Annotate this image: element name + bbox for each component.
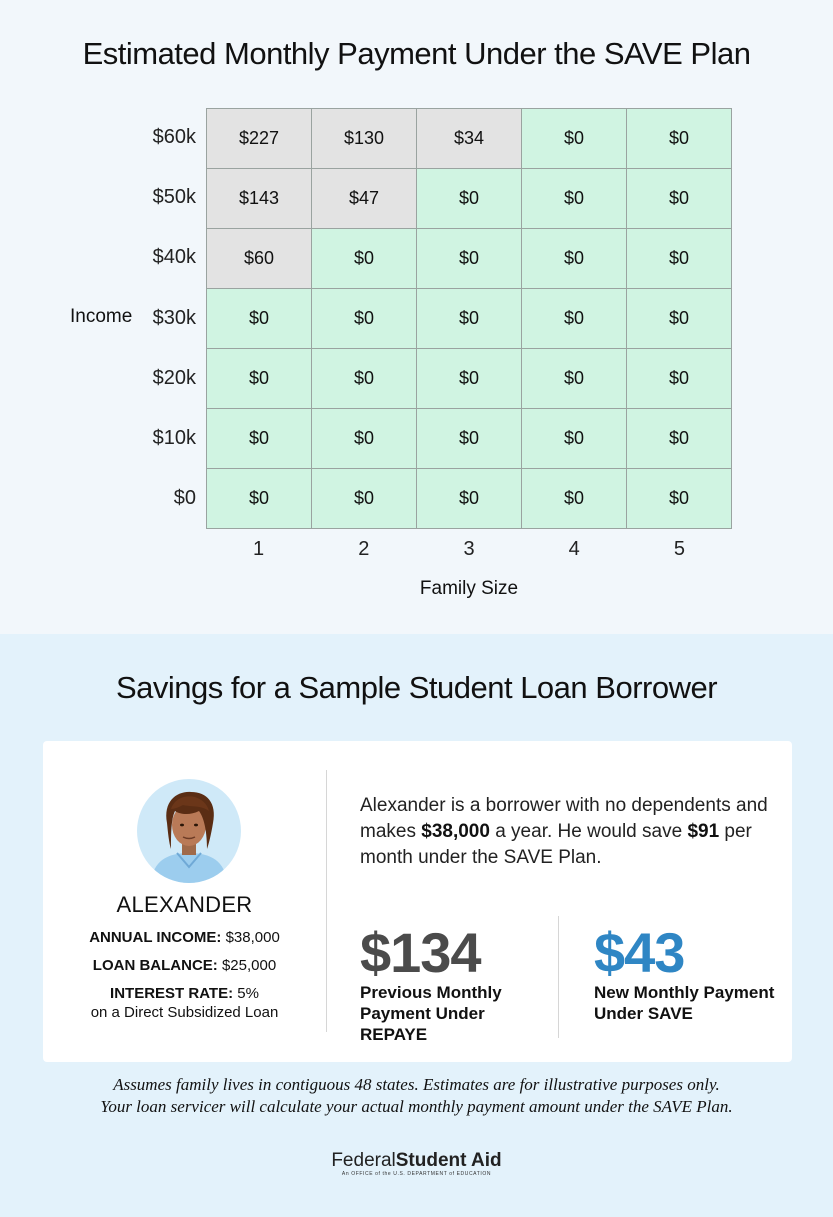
savings-title: Savings for a Sample Student Loan Borrower [115,670,718,705]
x-axis-label: 1 [253,538,265,560]
grid-cell: $0 [417,409,522,469]
grid-cell: $0 [627,409,732,469]
amount-divider [558,916,559,1038]
x-axis-label: 3 [463,538,475,560]
grid-cell: $227 [207,109,312,169]
grid-cell: $0 [312,229,417,289]
grid-cell: $0 [417,349,522,409]
y-axis-label: $40k [152,246,196,269]
y-axis-label: $20k [152,366,196,389]
grid-cell: $0 [522,229,627,289]
grid-cell: $0 [417,169,522,229]
logo-subtitle: An OFFICE of the U.S. DEPARTMENT of EDUCATION [341,1171,492,1177]
new-payment-amount: $43 [594,921,685,984]
grid-cell: $0 [522,109,627,169]
grid-cell: $0 [417,229,522,289]
loan-balance [43,957,326,974]
borrower-name: ALEXANDER [116,892,253,917]
grid-cell: $0 [627,229,732,289]
y-axis-label: $0 [173,486,196,509]
desc-income: $38,000 [421,821,490,842]
annual-income-label: ANNUAL INCOME: [89,929,222,946]
grid-cell: $0 [522,289,627,349]
desc-part-3: per month under the SAVE Plan. [360,821,752,868]
grid-cell: $0 [627,109,732,169]
grid-cell: $0 [207,469,312,529]
y-axis-label: $60k [152,126,196,149]
previous-payment-caption: Previous Monthly Payment Under REPAYE [360,983,502,1044]
footnote-line-1: Assumes family lives in contiguous 48 states. Estimates are for illustrative purposes only. [113,1075,720,1094]
borrower-description [360,793,770,871]
footnote [0,1074,833,1118]
grid-cell: $0 [417,469,522,529]
x-axis-label: 5 [673,538,685,560]
loan-balance-value: $25,000 [221,957,277,974]
grid-cell: $0 [627,169,732,229]
interest-rate [43,985,326,1002]
logo-student-aid: Student Aid [395,1150,502,1171]
grid-cell: $0 [522,169,627,229]
interest-rate-value: 5% [237,985,259,1002]
grid-cell: $0 [522,349,627,409]
card-divider [326,770,327,1032]
grid-cell: $0 [207,409,312,469]
x-axis-label: 4 [568,538,580,560]
logo-federal: Federal [331,1150,396,1171]
grid-cell: $0 [627,469,732,529]
grid-cell: $0 [207,349,312,409]
grid-cell: $34 [417,109,522,169]
grid-cell: $60 [207,229,312,289]
footnote-line-2: Your loan servicer will calculate your actual monthly payment amount under the SAVE Plan. [100,1097,733,1116]
grid-cell: $0 [627,289,732,349]
desc-savings: $91 [687,821,720,842]
federal-student-aid-logo [0,1150,833,1172]
x-axis-title: Family Size [419,578,519,599]
grid-cell: $0 [207,289,312,349]
y-axis-label: $30k [152,306,196,329]
previous-payment-amount: $134 [360,921,481,984]
new-payment-caption: New Monthly Payment Under SAVE [594,983,775,1023]
grid-cell: $47 [312,169,417,229]
grid-cell: $0 [522,409,627,469]
interest-rate-label: INTEREST RATE: [110,985,234,1002]
loan-balance-label: LOAN BALANCE: [92,957,218,974]
heatmap-title: Estimated Monthly Payment Under the SAVE Plan [82,36,751,71]
x-axis-label: 2 [358,538,370,560]
y-axis-title: Income [70,306,133,327]
annual-income [43,929,326,946]
payment-grid [206,108,732,529]
desc-part-2: a year. He would save [489,821,688,842]
y-axis-label: $50k [152,186,196,209]
grid-cell: $0 [312,469,417,529]
grid-cell: $0 [627,349,732,409]
y-axis-label: $10k [152,426,196,449]
avatar [137,779,241,883]
desc-part-1: Alexander is a borrower with no dependents and makes [360,795,768,842]
grid-cell: $0 [312,349,417,409]
grid-cell: $0 [312,289,417,349]
grid-cell: $130 [312,109,417,169]
grid-cell: $0 [312,409,417,469]
grid-cell: $0 [522,469,627,529]
annual-income-value: $38,000 [225,929,280,946]
interest-rate-note: on a Direct Subsidized Loan [90,1004,279,1021]
grid-cell: $143 [207,169,312,229]
grid-cell: $0 [417,289,522,349]
